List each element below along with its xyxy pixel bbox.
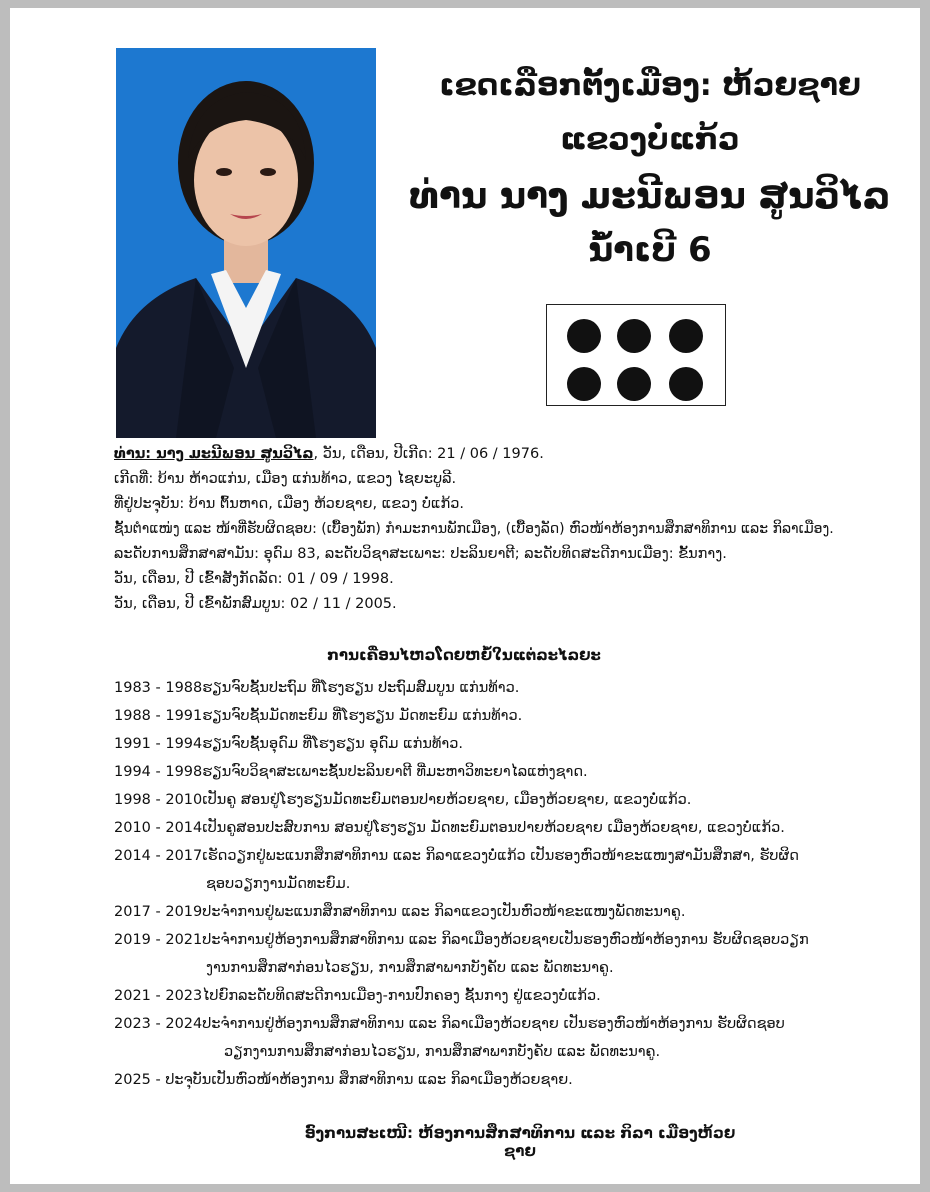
ballot-dot bbox=[669, 319, 703, 353]
career-description: ຮຽນຈົບຊັ້ນອຸດົມ ທີ່ໂຮງຮຽນ ອຸດົມ ແກ່ນທ້າວ. bbox=[202, 736, 463, 752]
career-item bbox=[114, 814, 904, 842]
career-description: ໄປຍົກລະດັບທິດສະດີການເມືອງ-ການປົກຄອງ ຊັ້ນກາງ ຢູ່ແຂວງບໍ່ແກ້ວ. bbox=[202, 988, 601, 1004]
youth-union-line: ວັນ, ເດືອນ, ປີ ເຂົ້າສັງກັດລັດ: 01 / 09 / 1998. bbox=[114, 571, 394, 587]
career-item bbox=[114, 842, 904, 870]
career-item bbox=[114, 926, 904, 954]
candidate-name: ທ່ານ ນາງ ມະນີພອນ ສູນວິໄລ bbox=[409, 176, 891, 217]
career-years: 1994 - 1998 bbox=[114, 764, 203, 780]
career-years: 2019 - 2021 bbox=[114, 932, 203, 948]
ballot-dot bbox=[617, 367, 651, 401]
name-dob-line bbox=[114, 442, 914, 467]
career-years: 1998 - 2010 bbox=[114, 792, 203, 808]
career-description-continued: ຊອບວຽກງານມັດທະຍົມ. bbox=[206, 876, 351, 892]
career-description: ເປັນຄູ ສອນຢູ່ໂຮງຮຽນມັດທະຍົມຕອນປາຍຫ້ວຍຊາຍ, ເມືອງຫ້ວຍຊາຍ, ແຂວງບໍ່ແກ້ວ. bbox=[202, 792, 692, 808]
career-years: 2021 - 2023 bbox=[114, 988, 203, 1004]
career-description-continued: ງານການສຶກສາກ່ອນໄວຮຽນ, ການສຶກສາພາກບັງຄັບ ແລະ ພັດທະນາຄູ. bbox=[206, 960, 614, 976]
career-description: ປະຈຳການຢູ່ພະແນກສຶກສາທິການ ແລະ ກິລາແຂວງເປັນຫົວໜ້າຂະແໜງພັດທະນາຄູ. bbox=[202, 904, 686, 920]
position-line: ຊັ້ນຕຳແໜ່ງ ແລະ ໜ້າທີ່ຮັບຜິດຊອບ: (ເບື້ອງພັກ) ກຳມະການພັກເມືອງ, (ເບື້ອງລັດ) ຫົວໜ້າຫ້ອງການສຶກສາທິການ ແລະ ກິລາເມືອງ. bbox=[114, 521, 834, 537]
career-section-title: ການເຄື່ອນໄຫວໂດຍຫຍໍ້ໃນແຕ່ລະໄລຍະ bbox=[327, 646, 601, 664]
career-item bbox=[114, 982, 904, 1010]
career-description: ຮຽນຈົບຊັ້ນປະຖົມ ທີ່ໂຮງຮຽນ ປະຖົມສົມບູນ ແກ່ນທ້າວ. bbox=[202, 680, 520, 696]
ballot-dot bbox=[617, 319, 651, 353]
career-item bbox=[114, 1066, 904, 1094]
ballot-dot bbox=[567, 319, 601, 353]
career-years: 1983 - 1988 bbox=[114, 680, 203, 696]
constituency-title: ເຂດເລືອກຕັ້ງເມືອງ: ຫ້ວຍຊາຍ bbox=[439, 68, 861, 103]
ballot-number-label: ນໍ້າເບີ 6 bbox=[588, 230, 712, 270]
portrait-illustration bbox=[116, 48, 376, 438]
birthplace-line: ເກີດທີ່: ບ້ານ ຫ້າວແກ່ນ, ເມືອງ ແກ່ນທ້າວ, ແຂວງ ໄຊຍະບູລີ. bbox=[114, 471, 457, 487]
career-item bbox=[114, 758, 904, 786]
portrait-photo bbox=[116, 48, 376, 438]
career-years: 2023 - 2024 bbox=[114, 1016, 203, 1032]
career-item bbox=[114, 730, 904, 758]
ballot-dot bbox=[567, 367, 601, 401]
career-years: 2025 - ປະຈຸບັນ bbox=[114, 1072, 212, 1088]
career-item bbox=[114, 786, 904, 814]
ballot-number-dots bbox=[546, 304, 726, 406]
career-item bbox=[114, 898, 904, 926]
dob-text: , ວັນ, ເດືອນ, ປີເກີດ: 21 / 06 / 1976. bbox=[313, 446, 544, 462]
career-years: 2010 - 2014 bbox=[114, 820, 203, 836]
residence-line: ທີ່ຢູ່ປະຈຸບັນ: ບ້ານ ຕົ້ນຫາດ, ເມືອງ ຫ້ວຍຊາຍ, ແຂວງ ບໍ່ແກ້ວ. bbox=[114, 496, 465, 512]
career-description-continued: ວຽກງານການສຶກສາກ່ອນໄວຮຽນ, ການສຶກສາພາກບັງຄັບ ແລະ ພັດທະນາຄູ. bbox=[224, 1044, 661, 1060]
career-years: 2017 - 2019 bbox=[114, 904, 203, 920]
career-description: ປະຈຳການຢູ່ຫ້ອງການສຶກສາທິການ ແລະ ກິລາເມືອງຫ້ວຍຊາຍ ເປັນຮອງຫົວໜ້າຫ້ອງການ ຮັບຜິດຊອບ bbox=[202, 1016, 785, 1032]
career-item bbox=[114, 702, 904, 730]
career-description: ຮຽນຈົບຊັ້ນມັດທະຍົມ ທີ່ໂຮງຮຽນ ມັດທະຍົມ ແກ່ນທ້າວ. bbox=[202, 708, 523, 724]
nominating-organization: ອົງການສະເໜີ: ຫ້ອງການສຶກສາທິການ ແລະ ກິລາ ເມືອງຫ້ວຍຊາຍ bbox=[304, 1124, 736, 1160]
party-join-line: ວັນ, ເດືອນ, ປີ ເຂົ້າພັກສົມບູນ: 02 / 11 / 2005. bbox=[114, 596, 397, 612]
career-years: 2014 - 2017 bbox=[114, 848, 203, 864]
name-label: ທ່ານ: ນາງ ມະນີພອນ ສູນວິໄລ bbox=[114, 446, 314, 462]
ballot-dot bbox=[669, 367, 703, 401]
career-years: 1988 - 1991 bbox=[114, 708, 203, 724]
career-item bbox=[114, 674, 904, 702]
career-description: ເຮັດວຽກຢູ່ພະແນກສຶກສາທິການ ແລະ ກິລາແຂວງບໍ່ແກ້ວ ເປັນຮອງຫົວໜ້າຂະແໜງສາມັນສຶກສາ, ຮັບຜິດ bbox=[202, 848, 800, 864]
career-list bbox=[114, 674, 904, 1094]
career-description: ເປັນຄູສອນປະສົບການ ສອນຢູ່ໂຮງຮຽນ ມັດທະຍົມຕອນປາຍຫ້ວຍຊາຍ ເມືອງຫ້ວຍຊາຍ, ແຂວງບໍ່ແກ້ວ. bbox=[202, 820, 785, 836]
candidate-profile-sheet bbox=[10, 8, 920, 1184]
education-line: ລະດັບການສຶກສາສາມັນ: ອຸດົມ 83, ລະດັບວິຊາສະເພາະ: ປະລິນຍາຕີ; ລະດັບທິດສະດີການເມືອງ: ຂັ້ນກາງ. bbox=[114, 546, 727, 562]
career-description: ປະຈຳການຢູ່ຫ້ອງການສຶກສາທິການ ແລະ ກິລາເມືອງຫ້ວຍຊາຍເປັນຮອງຫົວໜ້າຫ້ອງການ ຮັບຜິດຊອບວຽກ bbox=[202, 932, 809, 948]
header-block bbox=[400, 48, 900, 272]
career-description: ເປັນຫົວໜ້າຫ້ອງການ ສຶກສາທິການ ແລະ ກິລາເມືອງຫ້ວຍຊາຍ. bbox=[211, 1072, 573, 1088]
personal-info bbox=[114, 442, 914, 617]
career-item bbox=[114, 1010, 904, 1038]
career-years: 1991 - 1994 bbox=[114, 736, 203, 752]
career-description: ຮຽນຈົບວິຊາສະເພາະຊັ້ນປະລິນຍາຕີ ທີ່ມະຫາວິທະຍາໄລແຫ່ງຊາດ. bbox=[202, 764, 588, 780]
province-title: ແຂວງບໍ່ແກ້ວ bbox=[560, 122, 740, 157]
